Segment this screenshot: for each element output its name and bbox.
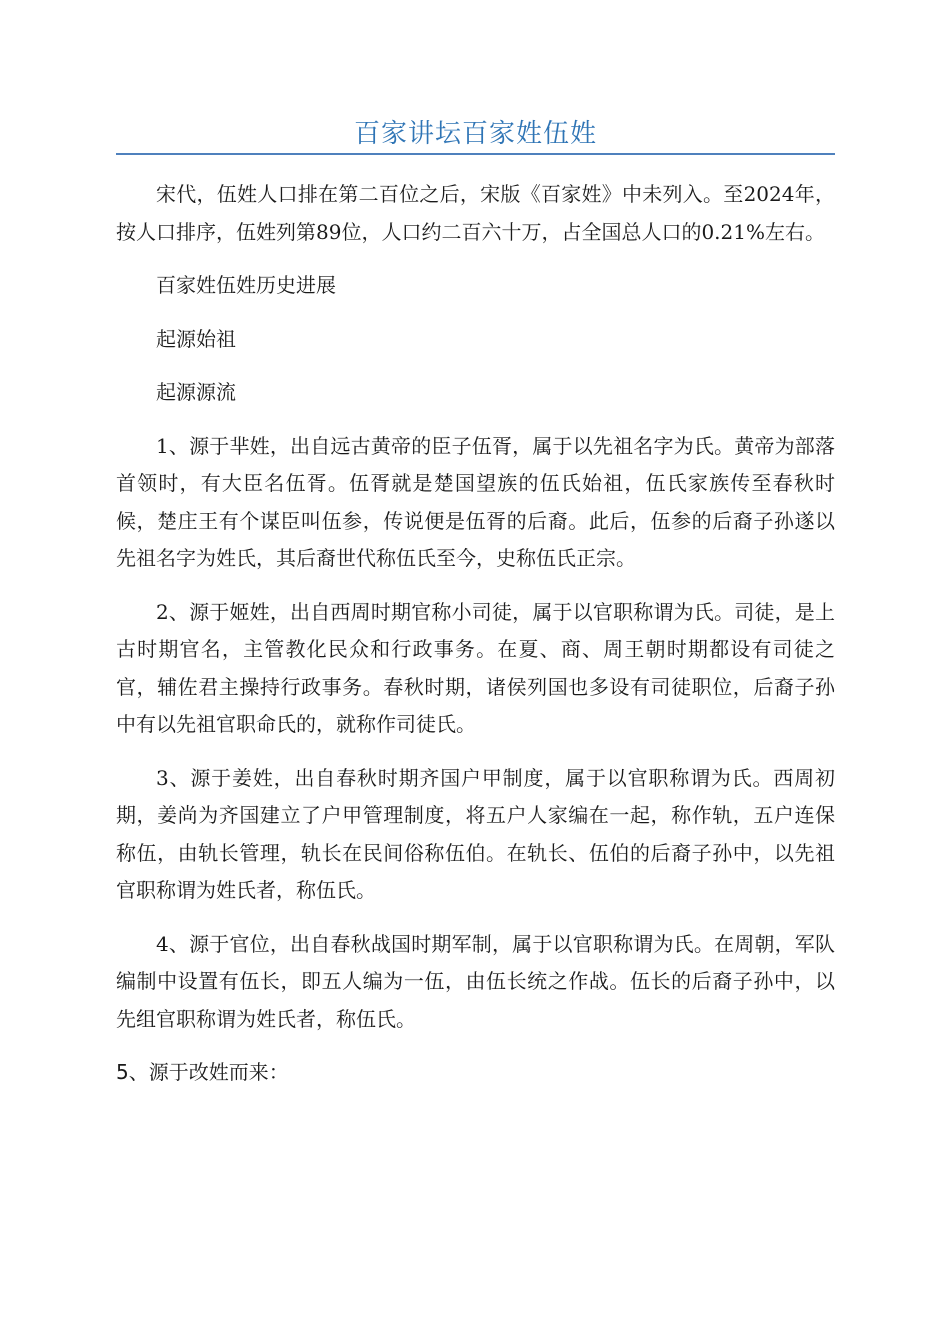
heading-ancestor: 起源始祖 xyxy=(156,326,236,351)
paragraph-intro: 宋代，伍姓人口排在第二百位之后，宋版《百家姓》中未列入。至2024年，按人口排序，伍姓列第89位，人口约二百六十万，占全国总人口的0.21%左右。 xyxy=(116,182,835,244)
paragraph-origin-2: 2、源于姬姓，出自西周时期官称小司徒，属于以官职称谓为氏。司徒，是上古时期官名，主管教化民众和行政事务。在夏、商、周王朝时期都设有司徒之官，辅佐君主操持行政事务。春秋时期，诸侯列国也多设有司徒职位，后裔子孙中有以先祖官职命氏的，就称作司徒氏。 xyxy=(116,599,835,736)
paragraph-origin-5: 5、源于改姓而来： xyxy=(116,1060,289,1084)
paragraph-origin-4: 4、源于官位，出自春秋战国时期军制，属于以官职称谓为氏。在周朝，军队编制中设置有伍长，即五人编为一伍，由伍长统之作战。伍长的后裔子孙中，以先组官职称谓为姓氏者，称伍氏。 xyxy=(116,931,835,1031)
document-title: 百家讲坛百家姓伍姓 xyxy=(353,119,597,149)
paragraph-origin-3: 3、源于姜姓，出自春秋时期齐国户甲制度，属于以官职称谓为氏。西周初期，姜尚为齐国建立了户甲管理制度，将五户人家编在一起，称作轨，五户连保称伍，由轨长管理，轨长在民间俗称伍伯。在轨长、伍伯的后裔子孙中，以先祖官职称谓为姓氏者，称伍氏。 xyxy=(116,765,835,902)
title-underline xyxy=(116,153,835,155)
paragraph-origin-1: 1、源于芈姓，出自远古黄帝的臣子伍胥，属于以先祖名字为氏。黄帝为部落首领时，有大臣名伍胥。伍胥就是楚国望族的伍氏始祖，伍氏家族传至春秋时候，楚庄王有个谋臣叫伍参，传说便是伍胥的后裔。此后，伍参的后裔子孙遂以先祖名字为姓氏，其后裔世代称伍氏至今，史称伍氏正宗。 xyxy=(116,433,835,570)
document-body xyxy=(116,176,835,1092)
heading-history: 百家姓伍姓历史进展 xyxy=(156,273,336,297)
heading-origin: 起源源流 xyxy=(156,380,236,404)
